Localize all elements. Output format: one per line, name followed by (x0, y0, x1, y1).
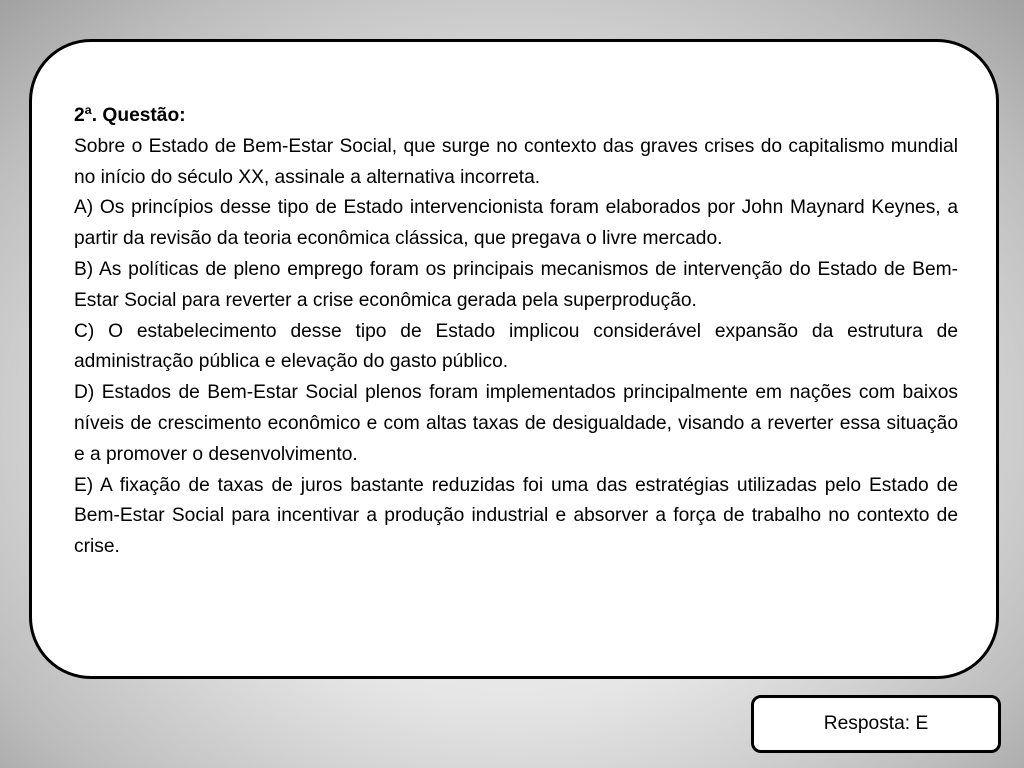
question-content (74, 101, 958, 563)
option-a: A) Os princípios desse tipo de Estado intervencionista foram elaborados por John Maynard Keynes, a partir da revisão da teoria econômica clássica, que pregava o livre mercado. (74, 197, 958, 250)
option-e: E) A fixação de taxas de juros bastante reduzidas foi uma das estratégias utilizadas pelo Estado de Bem-Estar Social para incentivar a produção industrial e absorver a força de trabalho no contexto de crise. (74, 474, 958, 558)
option-b: B) As políticas de pleno emprego foram os principais mecanismos de intervenção do Estado de Bem-Estar Social para reverter a crise econômica gerada pela superprodução. (74, 258, 958, 311)
question-title: 2ª. Questão: (74, 105, 186, 126)
answer-label: Resposta: E (823, 713, 929, 734)
question-card (29, 39, 999, 679)
option-d: D) Estados de Bem-Estar Social plenos foram implementados principalmente em nações com baixos níveis de crescimento econômico e com altas taxas de desigualdade, visando a reverter essa situação e a promover o desenvolvimento. (74, 382, 958, 465)
answer-box (751, 695, 1001, 753)
option-c: C) O estabelecimento desse tipo de Estado implicou considerável expansão da estrutura de administração pública e elevação do gasto público. (74, 320, 958, 373)
question-statement: Sobre o Estado de Bem-Estar Social, que surge no contexto das graves crises do capitalismo mundial no início do século XX, assinale a alternativa incorreta. (74, 135, 958, 188)
